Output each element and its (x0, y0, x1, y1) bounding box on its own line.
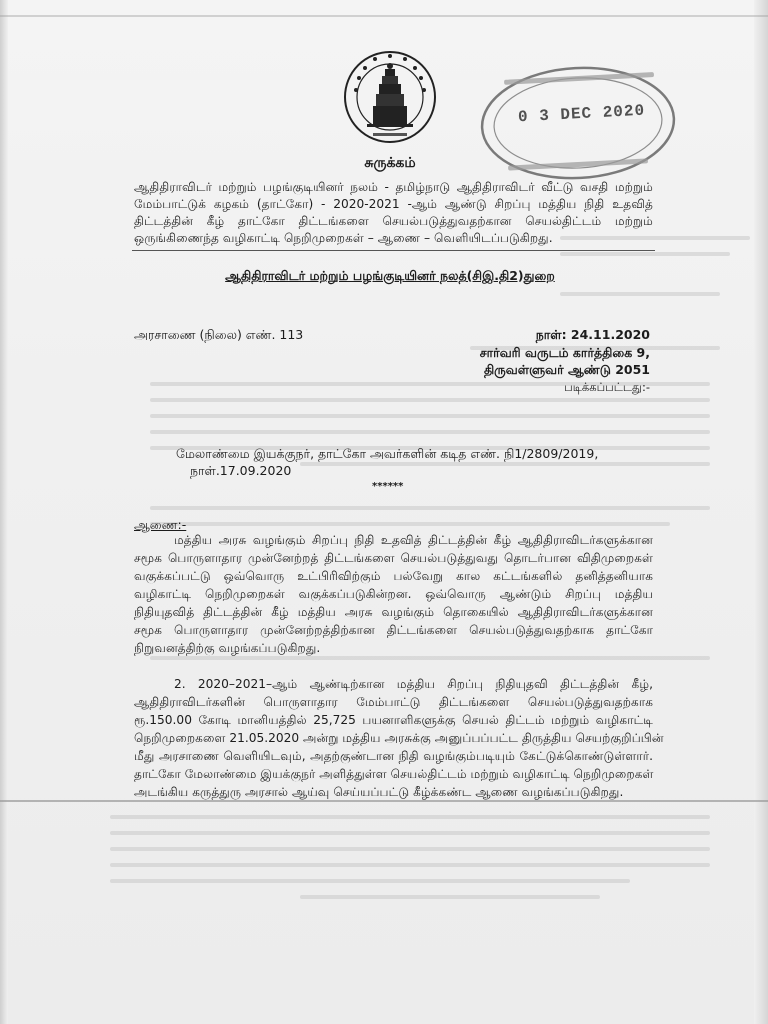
summary-line: ஒருங்கிணைந்த வழிகாட்டி நெறிமுறைகள் – ஆணை – வெளியிடப்படுகிறது. (134, 231, 553, 245)
paragraph-line: தாட்கோ மேலாண்மை இயக்குநர் அளித்துள்ள செயல்திட்டம் மற்றும் வழிகாட்டி நெறிமுறைகள் (134, 767, 654, 781)
paragraph-line: மீது அரசாணை வெளியிடவும், அதற்குண்டான நிதி வழங்கும்படியும் கேட்டுக்கொண்டுள்ளார். (134, 749, 653, 763)
paragraph-line: மத்திய அரசு வழங்கும் சிறப்பு நிதி உதவித் திட்டத்தின் கீழ் ஆதிதிராவிடர்களுக்கான (174, 533, 653, 547)
summary-line: மேம்பாட்டுக் கழகம் (தாட்கோ) - 2020-2021 -ஆம் ஆண்டு சிறப்பு மத்திய நிதி உதவித் (134, 197, 653, 211)
summary-line: திட்டத்தின் கீழ் தாட்கோ திட்டங்களை செயல்படுத்துவதற்கான செயல்திட்டம் மற்றும் (134, 214, 653, 228)
order-date: நாள்: 24.11.2020 (535, 327, 650, 342)
paragraph-line: நெறிமுறைகளை 21.05.2020 அன்று மத்திய அரசுக்கு அனுப்பப்பட்ட திருத்திய செயற்குறிப்பின் (134, 731, 664, 745)
paragraph-line: வகுக்கப்பட்டு ஒவ்வொரு உட்பிரிவிற்கும் பல்வேறு கால கட்டங்களில் தனித்தனியாக (134, 569, 653, 583)
page-left-edge (0, 0, 8, 1024)
paragraph-line: 2. 2020–2021–ஆம் ஆண்டிற்கான மத்திய சிறப்பு நிதியுதவி திட்டத்தின் கீழ், (174, 677, 653, 691)
paragraph-line: நிறுவனத்திற்கு வழங்கப்படுகிறது. (134, 641, 321, 655)
summary-heading: சுருக்கம் (364, 155, 416, 171)
summary-line: ஆதிதிராவிடர் மற்றும் பழங்குடியினர் நலம் - தமிழ்நாடு ஆதிதிராவிடர் வீட்டு வசதி மற்றும் (134, 180, 653, 194)
government-emblem-icon (343, 50, 437, 144)
paragraph-line: ரூ.150.00 கோடி மானியத்தில் 25,725 பயனாளிகளுக்கு செயல் திட்டம் மற்றும் வழிகாட்டி (134, 713, 653, 727)
page-right-edge (754, 0, 768, 1024)
paragraph-line: சமூக பொருளாதார முன்னேற்றத்திற்கான திட்டங்களை செயல்படுத்துவதற்காக தாட்கோ (134, 623, 653, 637)
order-label: ஆணை:- (134, 517, 187, 532)
paragraph-line: நிதியுதவித் திட்டத்தின் கீழ் மத்திய அரசு வழங்கும் தொகையில் ஆதிதிராவிடர்களுக்கான (134, 605, 653, 619)
tamil-calendar-date: சார்வரி வருடம் கார்த்திகை 9, (479, 345, 650, 360)
paragraph-line: வழிகாட்டி நெறிமுறைகள் வகுக்கப்படுகின்றன. ஒவ்வொரு ஆண்டும் சிறப்பு மத்திய (134, 587, 653, 601)
summary-divider (132, 250, 655, 251)
separator-stars: ****** (372, 481, 404, 492)
reference-line: மேலாண்மை இயக்குநர், தாட்கோ அவர்களின் கடித எண். நி1/2809/2019, (176, 446, 599, 461)
reference-date: நாள்.17.09.2020 (190, 463, 292, 478)
stamp-date: 0 3 DEC 2020 (517, 101, 646, 127)
go-number: அரசாணை (நிலை) எண். 113 (134, 327, 304, 342)
thiruvalluvar-year: திருவள்ளுவர் ஆண்டு 2051 (483, 362, 650, 377)
read-label: படிக்கப்பட்டது:- (564, 380, 650, 394)
paragraph-line: அடங்கிய கருத்துரு அரசால் ஆய்வு செய்யப்பட்டு கீழ்க்கண்ட ஆணை வழங்கப்படுகிறது. (134, 785, 624, 799)
department-name: ஆதிதிராவிடர் மற்றும் பழங்குடியினர் நலத்(சிஇ.தி2)துறை (225, 268, 555, 283)
paragraph-line: ஆதிதிராவிடர்களின் பொருளாதார மேம்பாட்டு திட்டங்களை செயல்படுத்துவதற்காக (134, 695, 653, 709)
fold-line (0, 800, 768, 802)
paragraph-line: சமூக பொருளாதார முன்னேற்றத் திட்டங்களை செயல்படுத்துவது தொடர்பான விதிமுறைகள் (134, 551, 653, 565)
top-fold-line (0, 15, 768, 17)
